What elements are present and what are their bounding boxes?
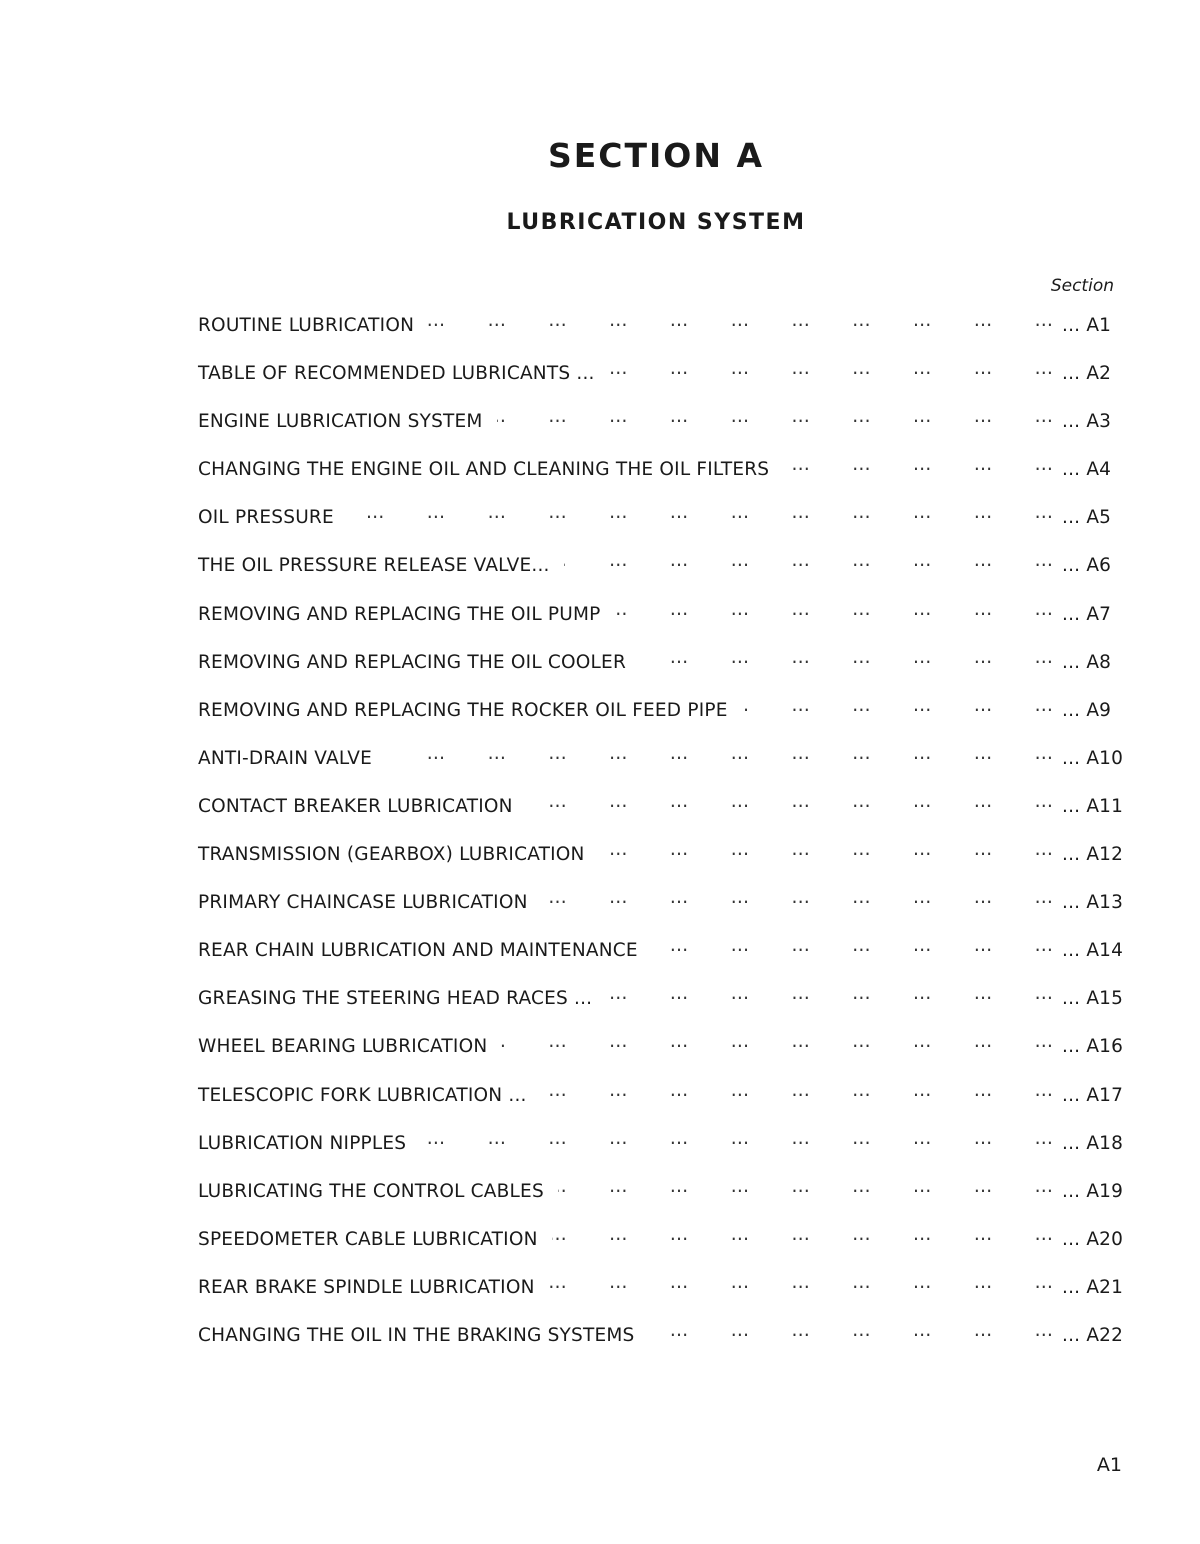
dot-leader — [428, 310, 1054, 331]
toc-entry-ref: ... A20 — [1062, 1228, 1124, 1250]
dot-leader — [549, 1272, 1054, 1293]
toc-entry-ref: ... A13 — [1062, 892, 1124, 914]
toc-entry-title: SPEEDOMETER CABLE LUBRICATION — [198, 1228, 538, 1250]
toc-row — [198, 695, 1110, 743]
toc-entry-ref: ... A17 — [1062, 1084, 1124, 1106]
toc-entry-title: REAR CHAIN LUBRICATION AND MAINTENANCE — [198, 940, 638, 962]
page-title: SECTION A — [547, 136, 765, 175]
toc-entry-title: REAR BRAKE SPINDLE LUBRICATION — [198, 1276, 535, 1298]
toc-row — [198, 1176, 1124, 1224]
toc-entry-title: TABLE OF RECOMMENDED LUBRICANTS ... — [198, 363, 595, 385]
toc-entry-title: CHANGING THE OIL IN THE BRAKING SYSTEMS — [198, 1324, 635, 1346]
toc-entry-ref: ... A19 — [1062, 1180, 1124, 1202]
dot-leader — [558, 1176, 1054, 1197]
toc-row — [198, 358, 1110, 406]
toc-entry-title: ROUTINE LUBRICATION — [198, 315, 415, 336]
toc-entry-title: OIL PRESSURE — [198, 507, 334, 529]
toc-entry-ref: ... A14 — [1062, 940, 1124, 962]
section-column-header: Section — [1050, 276, 1114, 296]
dot-leader — [497, 406, 1054, 427]
toc-entry-ref: ... A1 — [1062, 315, 1112, 336]
dot-leader — [541, 1080, 1054, 1101]
toc-row — [198, 839, 1124, 887]
dot-leader — [501, 1031, 1054, 1052]
toc-entry-ref: ... A21 — [1062, 1276, 1124, 1298]
toc-row — [198, 647, 1110, 695]
toc-entry-ref: ... A9 — [1062, 699, 1112, 721]
dot-leader — [609, 358, 1054, 379]
toc-entry-title: WHEEL BEARING LUBRICATION — [198, 1036, 488, 1058]
toc-entry-title: ANTI-DRAIN VALVE — [198, 747, 373, 769]
toc-row — [198, 1080, 1124, 1128]
dot-leader — [386, 743, 1054, 764]
page-subtitle: LUBRICATION SYSTEM — [506, 210, 806, 235]
toc-row — [198, 983, 1124, 1031]
toc-entry-ref: ... A12 — [1062, 844, 1124, 866]
toc-row — [198, 1272, 1124, 1320]
table-of-contents — [198, 310, 1124, 1368]
toc-entry-ref: ... A15 — [1062, 988, 1124, 1010]
toc-row — [198, 1128, 1124, 1176]
dot-leader — [527, 791, 1054, 812]
toc-row — [198, 743, 1124, 791]
dot-leader — [420, 1128, 1054, 1149]
toc-entry-title: TELESCOPIC FORK LUBRICATION ... — [198, 1084, 527, 1106]
toc-row — [198, 599, 1110, 647]
toc-entry-title: CONTACT BREAKER LUBRICATION — [198, 795, 513, 817]
toc-entry-ref: ... A22 — [1062, 1324, 1124, 1346]
toc-row — [198, 310, 1110, 358]
toc-row — [198, 887, 1124, 935]
toc-entry-title: CHANGING THE ENGINE OIL AND CLEANING THE OIL FILTERS — [198, 459, 770, 481]
toc-entry-title: REMOVING AND REPLACING THE ROCKER OIL FEED PIPE — [198, 699, 728, 721]
toc-row — [198, 935, 1124, 983]
toc-entry-title: LUBRICATING THE CONTROL CABLES — [198, 1180, 544, 1202]
toc-entry-title: LUBRICATION NIPPLES — [198, 1132, 407, 1154]
toc-entry-title: GREASING THE STEERING HEAD RACES ... — [198, 988, 593, 1010]
toc-row — [198, 550, 1110, 598]
toc-entry-ref: ... A6 — [1062, 555, 1112, 577]
toc-row — [198, 502, 1110, 550]
toc-row — [198, 1031, 1124, 1079]
toc-entry-ref: ... A2 — [1062, 363, 1112, 385]
toc-entry-ref: ... A11 — [1062, 795, 1124, 817]
dot-leader — [652, 935, 1054, 956]
toc-entry-ref: ... A18 — [1062, 1132, 1124, 1154]
toc-entry-ref: ... A8 — [1062, 651, 1112, 673]
toc-entry-ref: ... A4 — [1062, 459, 1112, 481]
dot-leader — [742, 695, 1054, 716]
dot-leader — [606, 983, 1054, 1004]
toc-entry-title: PRIMARY CHAINCASE LUBRICATION — [198, 892, 528, 914]
dot-leader — [542, 887, 1054, 908]
toc-entry-ref: ... A10 — [1062, 747, 1124, 769]
toc-entry-ref: ... A5 — [1062, 507, 1112, 529]
toc-entry-ref: ... A3 — [1062, 411, 1112, 433]
toc-row — [198, 406, 1110, 454]
dot-leader — [615, 599, 1054, 620]
toc-entry-title: THE OIL PRESSURE RELEASE VALVE... — [198, 555, 550, 577]
dot-leader — [552, 1224, 1054, 1245]
toc-row — [198, 1224, 1124, 1272]
dot-leader — [783, 454, 1054, 475]
toc-entry-ref: ... A7 — [1062, 603, 1112, 625]
toc-row — [198, 1320, 1124, 1368]
toc-row — [198, 454, 1110, 502]
page-number: A1 — [1096, 1454, 1122, 1476]
toc-entry-title: REMOVING AND REPLACING THE OIL COOLER — [198, 651, 626, 673]
toc-entry-ref: ... A16 — [1062, 1036, 1124, 1058]
toc-entry-title: TRANSMISSION (GEARBOX) LUBRICATION — [198, 844, 585, 866]
toc-entry-title: ENGINE LUBRICATION SYSTEM — [198, 411, 483, 433]
dot-leader — [649, 1320, 1055, 1341]
dot-leader — [599, 839, 1054, 860]
toc-row — [198, 791, 1124, 839]
toc-entry-title: REMOVING AND REPLACING THE OIL PUMP — [198, 603, 601, 625]
dot-leader — [348, 502, 1054, 523]
dot-leader — [564, 550, 1054, 571]
dot-leader — [640, 647, 1054, 668]
